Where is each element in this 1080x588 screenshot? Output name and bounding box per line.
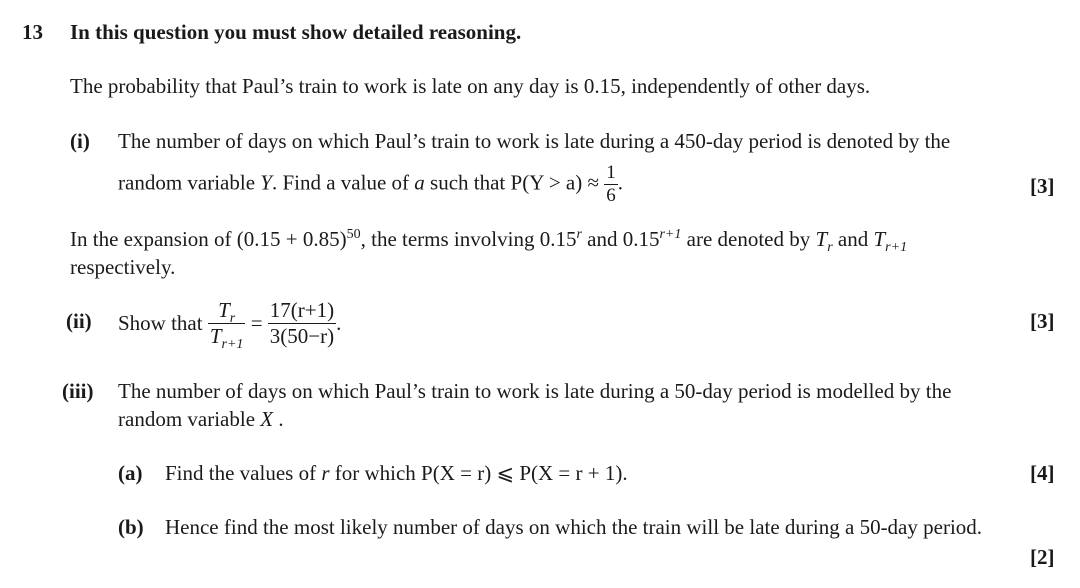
expansion-and: and [837, 227, 869, 251]
term-t-r: T [815, 227, 828, 251]
question-intro: The probability that Paul’s train to work is late on any day is 0.15, independently of other days. [70, 74, 871, 98]
lhs-numerator: T [218, 298, 230, 323]
question-instruction: In this question you must show detailed reasoning. [70, 20, 522, 44]
fraction-numerator: 1 [606, 162, 616, 183]
part-i-label: (i) [70, 129, 90, 153]
expansion-line2: respectively. [70, 255, 176, 279]
part-b-label: (b) [118, 515, 144, 539]
part-i-line2: random variable Y. Find a value of a such that P(Y > a) ≈ $\frac{1}{6}$ . [118, 162, 624, 206]
part-i-tail: such that [430, 170, 506, 195]
part-b-marks: [2] [1030, 545, 1055, 569]
rhs-numerator: 17(r+1) [269, 298, 335, 323]
expansion-text2: , the terms involving 0.15 [360, 227, 577, 251]
part-ii-text: Show that [118, 310, 203, 335]
lhs-numerator-sub: r [229, 311, 236, 327]
part-i-prob: P(Y > a) ≈ [510, 170, 600, 195]
part-i-var-a: a [414, 170, 425, 195]
expansion-line1 [70, 227, 1062, 256]
part-iii-var-x: X [260, 407, 274, 431]
exponent-r: r [576, 227, 582, 242]
part-iii-line2 [118, 409, 284, 430]
part-i-text: random variable [118, 170, 256, 195]
part-ii-label: (ii) [66, 309, 92, 333]
part-iii-label: (iii) [62, 379, 94, 403]
exponent-r-plus-1: r+1 [659, 227, 682, 242]
part-ii-marks: [3] [1030, 309, 1055, 333]
sub-r1: r+1 [885, 240, 908, 256]
part-i-mid: . Find a value of [271, 170, 410, 195]
part-a-tail: for which P(X = r) ⩽ P(X = r + 1). [334, 461, 628, 485]
part-b-text: Hence find the most likely number of days on which the train will be late during a 50-day period. [165, 515, 983, 539]
part-a-marks: [4] [1030, 461, 1055, 485]
expansion-text1: In the expansion of (0.15 + 0.85) [70, 227, 347, 251]
part-iii-line1: The number of days on which Paul’s train to work is late during a 50-day period is modelled by the [118, 379, 952, 403]
expansion-text4: are denoted by [681, 227, 811, 251]
part-i-marks: [3] [1030, 174, 1055, 198]
sub-r: r [827, 240, 833, 256]
lhs-fraction [208, 298, 246, 352]
part-iii-end: . [278, 407, 284, 431]
lhs-denominator-sub: r+1 [221, 336, 244, 352]
part-iii-text: random variable [118, 407, 256, 431]
expansion-text3: and 0.15 [581, 227, 660, 251]
equals-sign: = [250, 310, 263, 335]
exponent-50: 50 [346, 227, 361, 242]
rhs-fraction [268, 299, 336, 346]
term-t-r1: T [873, 227, 886, 251]
part-a-label: (a) [118, 461, 143, 485]
part-a-lead: Find the values of [165, 461, 317, 485]
part-i-var-y: Y [260, 170, 272, 195]
part-a-var-r: r [321, 461, 330, 485]
lhs-denominator: T [209, 323, 222, 348]
fraction-denominator: 6 [606, 184, 616, 206]
one-sixth-fraction [604, 163, 618, 206]
part-ii-expression: Show that $\frac{T_r}{T_{r+1}}$ = $\frac{17(r+1)}{3(50-r)}$ . [118, 298, 342, 352]
question-number: 13 [22, 20, 43, 44]
rhs-denominator: 3(50−r) [269, 323, 335, 348]
part-i-line1: The number of days on which Paul’s train to work is late during a 450-day period is denoted by the [118, 129, 951, 153]
part-a-text [165, 463, 628, 484]
